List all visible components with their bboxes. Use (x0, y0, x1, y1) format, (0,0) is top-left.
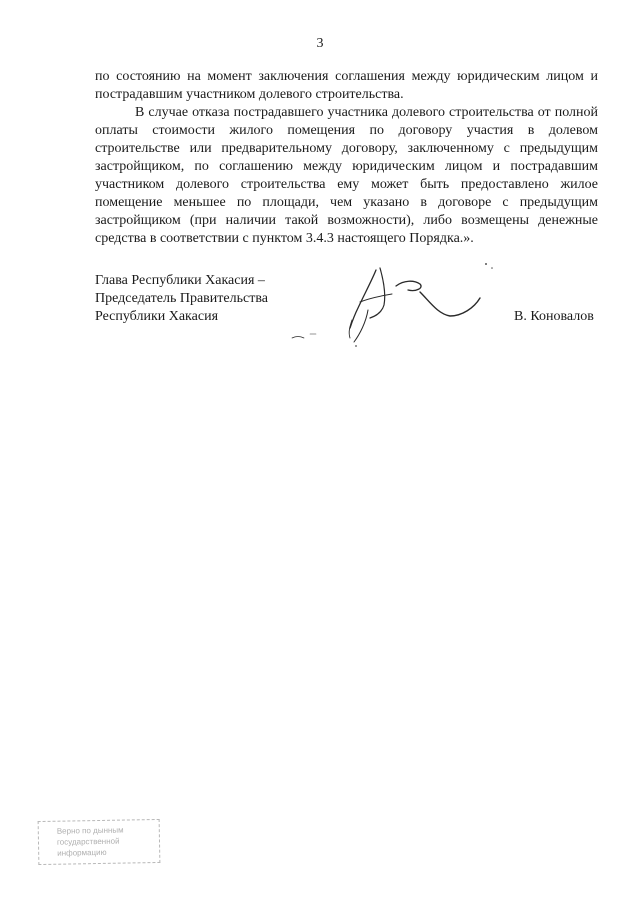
signatory-title-line-2: Председатель Правительства (95, 291, 268, 306)
signatory-title-line-3: Республики Хакасия (95, 309, 219, 324)
verification-stamp (38, 819, 161, 865)
stamp-line-1: Верно по дынным (56, 825, 124, 836)
page-number: 3 (316, 36, 324, 51)
stamp-line-3: информацию (57, 847, 107, 858)
paragraph-refusal-clause: В случае отказа пострадавшего участника долевого строительства от полной оплаты стоимости жилого помещения по договору участия в долевом строительстве или предварительному договору, заключенному с предыдущим застройщиком, по соглашению между юридическим лицом и пострадавшим участником долевого строительства ему может быть предоставлено жилое помещение меньшее по площади, чем указано в договоре с предыдущим застройщиком (при наличии такой возможности), либо возмещены денежные средства в соответствии с пунктом 3.4.3 настоящего Порядка.». (95, 105, 598, 246)
paragraph-continuation: по состоянию на момент заключения соглашения между юридическим лицом и пострадавшим участником долевого строительства. (95, 69, 598, 102)
handwritten-signature (280, 250, 510, 360)
signatory-title-line-1: Глава Республики Хакасия – (95, 273, 265, 288)
stamp-line-2: государственной (56, 836, 120, 847)
body-text (95, 68, 598, 248)
signer-name: В. Коновалов (514, 309, 594, 324)
